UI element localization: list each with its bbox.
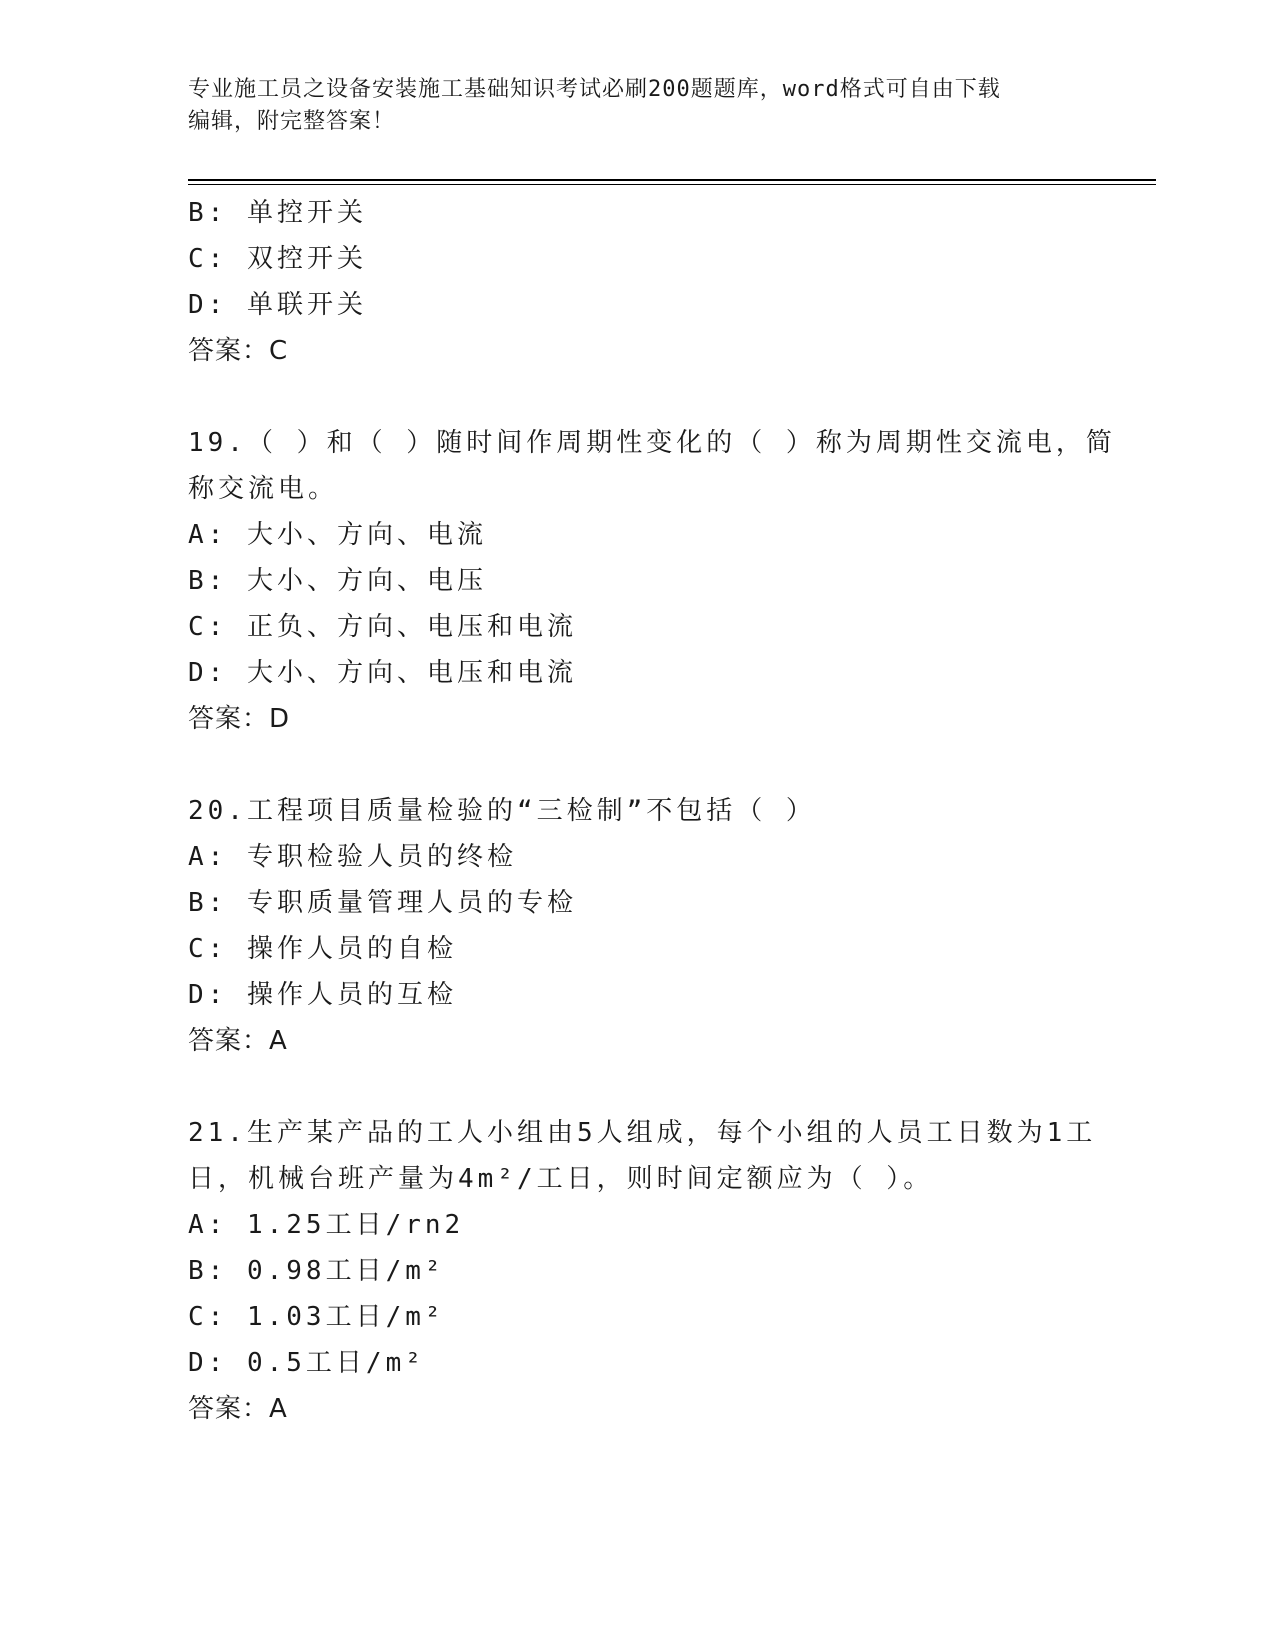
option-b: B: 单控开关 xyxy=(188,198,367,228)
header-divider-thick xyxy=(188,179,1156,181)
option-c: C: 正负、方向、电压和电流 xyxy=(188,612,577,642)
option-b: B: 大小、方向、电压 xyxy=(188,566,487,596)
question-list xyxy=(188,190,1116,1432)
option-a: A: 1.25工日/rn2 xyxy=(188,1210,465,1240)
spacer xyxy=(188,742,1088,788)
header-title-line1: 专业施工员之设备安装施工基础知识考试必刷200题题库，word格式可自由下载 xyxy=(188,77,1001,102)
option-b: B: 专职质量管理人员的专检 xyxy=(188,888,577,918)
option-a: A: 大小、方向、电流 xyxy=(188,520,487,550)
question-20 xyxy=(188,788,1088,1064)
option-c: C: 操作人员的自检 xyxy=(188,934,457,964)
question-stem-continued: 日，机械台班产量为4m²/工日，则时间定额应为（ ）。 xyxy=(188,1164,934,1194)
option-d: D: 操作人员的互检 xyxy=(188,980,457,1010)
question-18-tail xyxy=(188,190,1088,374)
option-a: A: 专职检验人员的终检 xyxy=(188,842,517,872)
question-stem: 20.工程项目质量检验的“三检制”不包括（ ） xyxy=(188,796,816,826)
answer-line: 答案：D xyxy=(188,704,291,734)
question-21 xyxy=(188,1110,1097,1432)
question-stem-continued: 称交流电。 xyxy=(188,474,339,504)
answer-line: 答案：A xyxy=(188,1394,288,1424)
spacer xyxy=(188,374,1088,420)
option-c: C: 1.03工日/m² xyxy=(188,1302,445,1332)
question-19 xyxy=(188,420,1116,742)
answer-line: 答案：A xyxy=(188,1026,288,1056)
answer-line: 答案：C xyxy=(188,336,289,366)
option-d: D: 0.5工日/m² xyxy=(188,1348,425,1378)
option-d: D: 大小、方向、电压和电流 xyxy=(188,658,577,688)
header-divider-thin xyxy=(188,184,1156,185)
option-d: D: 单联开关 xyxy=(188,290,367,320)
option-c: C: 双控开关 xyxy=(188,244,367,274)
option-b: B: 0.98工日/m² xyxy=(188,1256,445,1286)
spacer xyxy=(188,1064,1088,1110)
question-stem: 19.（ ）和（ ）随时间作周期性变化的（ ）称为周期性交流电，简 xyxy=(188,428,1116,458)
header-title-line2: 编辑，附完整答案！ xyxy=(188,109,396,134)
question-stem: 21.生产某产品的工人小组由5人组成，每个小组的人员工日数为1工 xyxy=(188,1118,1097,1148)
document-header xyxy=(188,74,1088,138)
